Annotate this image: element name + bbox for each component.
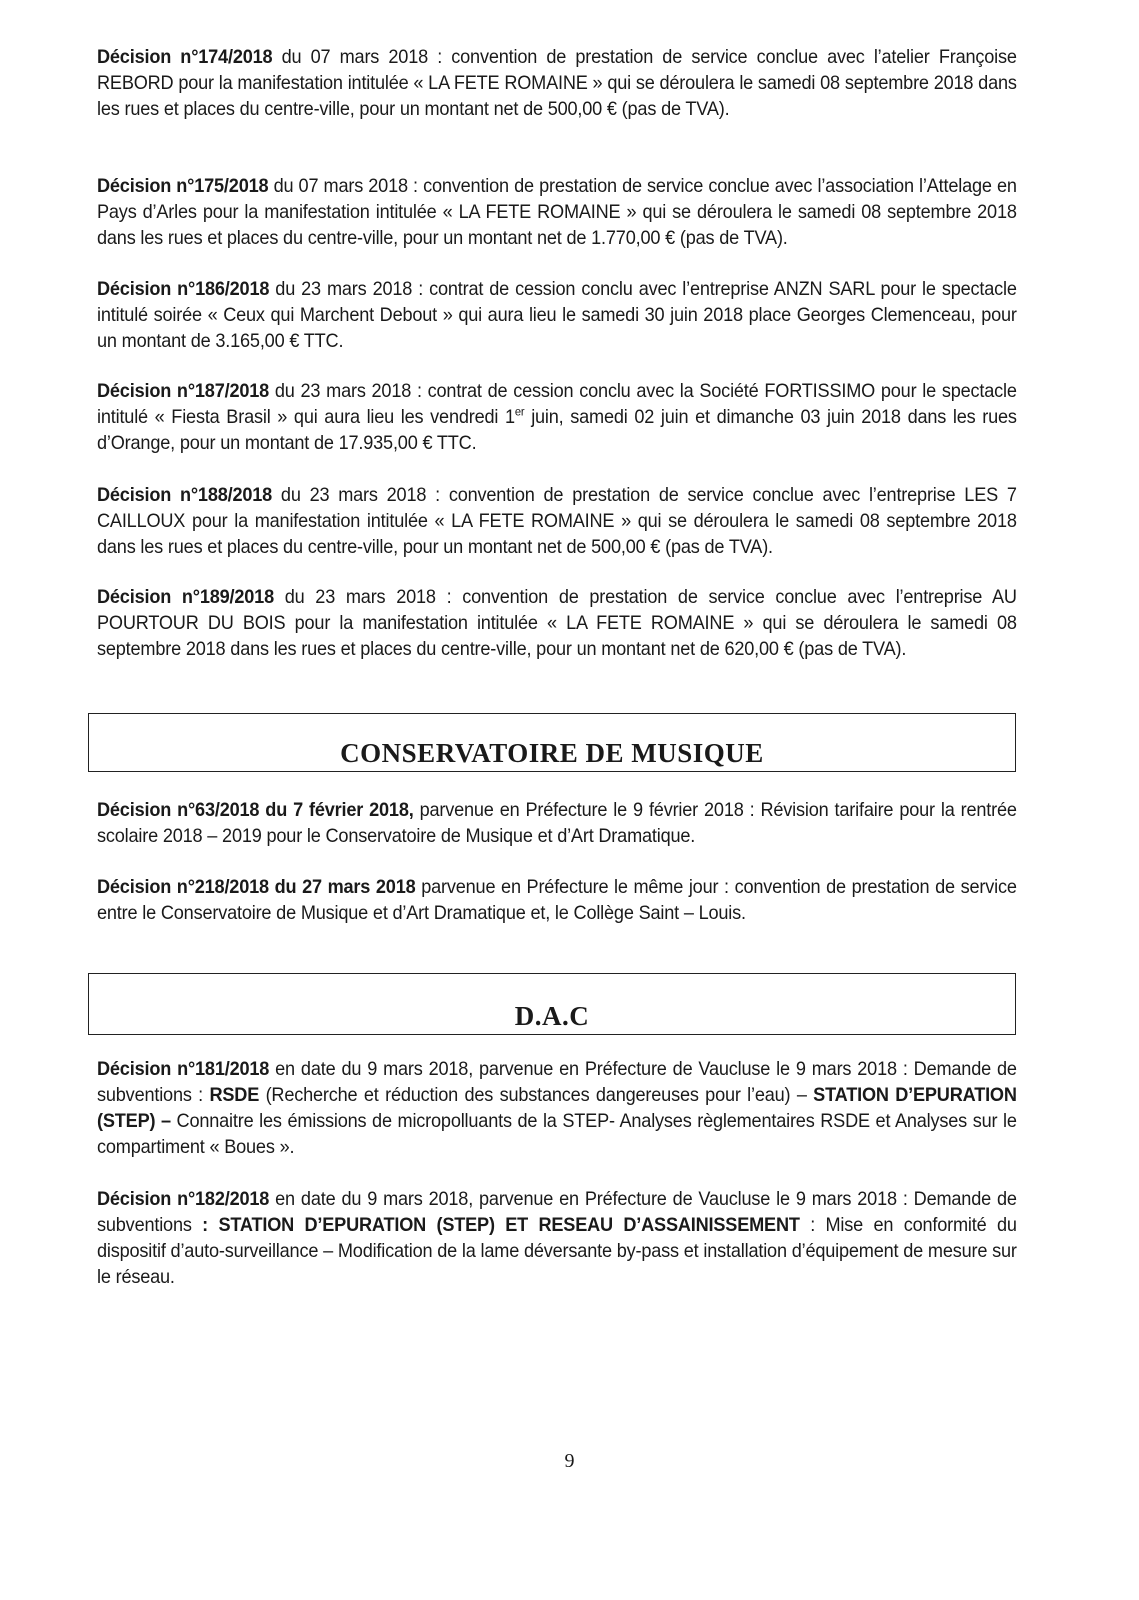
decision-ref: Décision n°186/2018	[97, 278, 270, 300]
decision-text: parvenue en Préfecture le même jour : convention de prestation de service entre le Conservatoire de Musique et d’Art Dramatique et, le Collège Saint – Louis.	[97, 876, 1017, 924]
decision-text: du 23 mars 2018 : convention de prestation de service conclue avec l’entreprise AU POURTOUR DU BOIS pour la manifestation intitulée « LA FETE ROMAINE » qui se déroulera le samedi 08 septembre 2018 dans les rues et places du centre-ville, pour un montant net de 620,00 € (pas de TVA).	[97, 586, 1017, 660]
decision-186	[97, 276, 1017, 354]
decision-175	[97, 173, 1017, 251]
section-header-conservatoire	[88, 713, 1016, 772]
decision-ref: Décision n°188/2018	[97, 484, 273, 506]
decision-text: Connaitre les émissions de micropolluants de la STEP- Analyses règlementaires RSDE et Analyses sur le compartiment « Boues ».	[97, 1110, 1017, 1158]
decision-text: en date du 9 mars 2018, parvenue en Préfecture de Vaucluse le 9 mars 2018 : Demande de subventions	[97, 1188, 1017, 1236]
decision-ref: Décision n°181/2018	[97, 1058, 270, 1080]
decision-text: parvenue en Préfecture le 9 février 2018 : Révision tarifaire pour la rentrée scolaire 2018 – 2019 pour le Conservatoire de Musique et d’Art Dramatique.	[97, 799, 1017, 847]
decision-218	[97, 874, 1017, 926]
decision-ref: Décision n°175/2018	[97, 175, 269, 197]
decision-text: en date du 9 mars 2018, parvenue en Préfecture de Vaucluse le 9 mars 2018 : Demande de subventions :	[97, 1058, 1017, 1106]
decision-182	[97, 1186, 1017, 1290]
section-title: CONSERVATOIRE DE MUSIQUE	[340, 738, 764, 768]
section-header-dac	[88, 973, 1016, 1035]
page-number: 9	[564, 1450, 575, 1472]
bold-term: : STATION D’EPURATION (STEP) ET RESEAU D’ASSAINISSEMENT	[202, 1214, 800, 1236]
decision-ref: Décision n°218/2018 du 27 mars 2018	[97, 876, 416, 898]
decision-text: du 23 mars 2018 : convention de prestation de service conclue avec l’entreprise LES 7 CAILLOUX pour la manifestation intitulée « LA FETE ROMAINE » qui se déroulera le samedi 08 septembre 2018 dans les rues et places du centre-ville, pour un montant net de 500,00 € (pas de TVA).	[97, 484, 1017, 558]
decision-text: du 07 mars 2018 : convention de prestation de service conclue avec l’association l’Attelage en Pays d’Arles pour la manifestation intitulée « LA FETE ROMAINE » qui se déroulera le samedi 08 septembre 2018 dans les rues et places du centre-ville, pour un montant net de 1.770,00 € (pas de TVA).	[97, 175, 1017, 249]
decision-187	[97, 378, 1017, 456]
decision-181	[97, 1056, 1017, 1160]
decision-63	[97, 797, 1017, 849]
decision-188	[97, 482, 1017, 560]
decision-ref: Décision n°182/2018	[97, 1188, 270, 1210]
decision-ref: Décision n°63/2018 du 7 février 2018,	[97, 799, 414, 821]
bold-term: STATION D’EPURATION (STEP) –	[97, 1084, 1017, 1132]
decision-text: : Mise en conformité du dispositif d’auto-surveillance – Modification de la lame déversante by-pass et installation d’équipement de mesure sur le réseau.	[97, 1214, 1017, 1288]
decision-ref: Décision n°189/2018	[97, 586, 274, 608]
decision-ref: Décision n°174/2018	[97, 46, 273, 68]
bold-term: RSDE	[209, 1084, 260, 1106]
decision-ref: Décision n°187/2018	[97, 380, 270, 402]
section-title: D.A.C	[514, 1001, 590, 1031]
superscript: er	[514, 404, 525, 419]
decision-text: (Recherche et réduction des substances dangereuses pour l’eau) –	[259, 1084, 814, 1106]
decision-174	[97, 44, 1017, 122]
decision-text: du 23 mars 2018 : contrat de cession conclu avec la Société FORTISSIMO pour le spectacle intitulé « Fiesta Brasil » qui aura lieu les vendredi 1	[97, 380, 1017, 428]
decision-text: du 23 mars 2018 : contrat de cession conclu avec l’entreprise ANZN SARL pour le spectacle intitulé soirée « Ceux qui Marchent Debout » qui aura lieu le samedi 30 juin 2018 place Georges Clemenceau, pour un montant de 3.165,00 € TTC.	[97, 278, 1017, 352]
decision-189	[97, 584, 1017, 662]
decision-text: juin, samedi 02 juin et dimanche 03 juin 2018 dans les rues d’Orange, pour un montant de 17.935,00 € TTC.	[97, 406, 1017, 454]
decision-text: du 07 mars 2018 : convention de prestation de service conclue avec l’atelier Françoise REBORD pour la manifestation intitulée « LA FETE ROMAINE » qui se déroulera le samedi 08 septembre 2018 dans les rues et places du centre-ville, pour un montant net de 500,00 € (pas de TVA).	[97, 46, 1017, 120]
